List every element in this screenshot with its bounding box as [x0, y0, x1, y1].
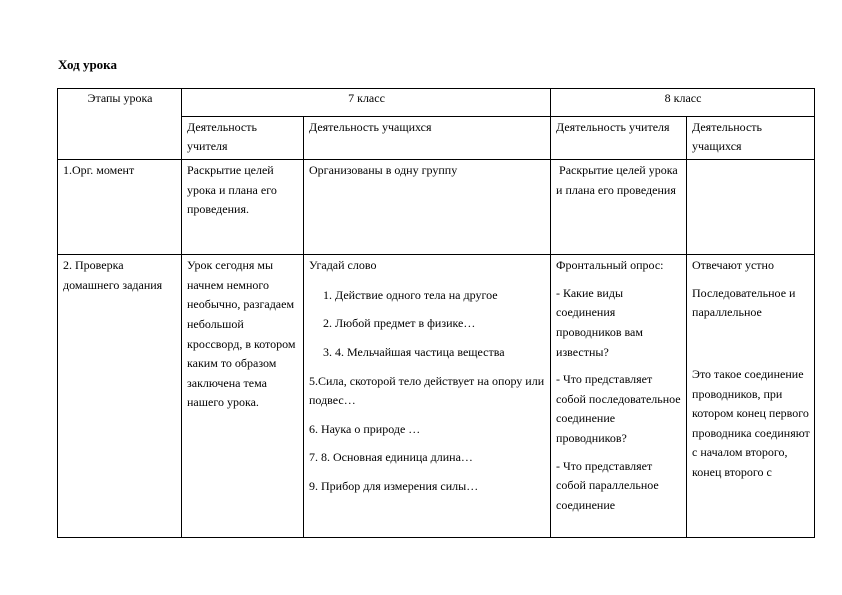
student-8-cell: [687, 160, 815, 255]
table-row: [58, 255, 815, 538]
student-8-cell: [687, 255, 815, 538]
crossword-item: 9. Прибор для измерения силы…: [309, 478, 479, 493]
header-student-activity-8: Деятельность учащихся: [687, 116, 815, 159]
crossword-item: 5.Сила, скоторой тело действует на опору или подвес…: [309, 373, 545, 408]
answer-text: Последовательное и параллельное: [692, 285, 796, 320]
header-grade-7: 7 класс: [182, 89, 551, 117]
student-7-cell: Организованы в одну группу: [304, 160, 551, 255]
crossword-item: 1. Действие одного тела на другое: [323, 287, 498, 302]
answer-text: Отвечают устно: [692, 258, 774, 273]
stage-cell: 1.Орг. момент: [58, 160, 182, 255]
table-header-row: [58, 89, 815, 117]
crossword-item: 6. Наука о природе …: [309, 421, 421, 436]
lesson-table: [57, 88, 815, 538]
teacher-7-cell: Урок сегодня мы начнем немного необычно, разгадаем небольшой кроссворд, в котором каким то образом заключена тема нашего урока.: [182, 255, 304, 538]
survey-question: - Что представляет собой последовательное соединение проводников?: [556, 372, 681, 445]
survey-question: - Что представляет собой параллельное соединение: [556, 458, 659, 512]
teacher-7-cell: Раскрытие целей урока и плана его проведения.: [182, 160, 304, 255]
crossword-item: 2. Любой предмет в физике…: [323, 316, 476, 331]
table-row: [58, 160, 815, 255]
header-stages: Этапы урока: [58, 89, 182, 160]
student-7-cell: [304, 255, 551, 538]
answer-text: Это такое соединение проводников, при котором конец первого проводника соединяют с началом второго, конец второго с: [692, 366, 810, 479]
header-teacher-activity-7: Деятельность учителя: [182, 116, 304, 159]
crossword-title: Угадай слово: [309, 258, 377, 273]
header-student-activity-7: Деятельность учащихся: [304, 116, 551, 159]
header-teacher-activity-8: Деятельность учителя: [551, 116, 687, 159]
header-grade-8: 8 класс: [551, 89, 815, 117]
teacher-8-cell: [551, 255, 687, 538]
survey-question: - Какие виды соединения проводников вам известны?: [556, 285, 643, 359]
stage-cell: 2. Проверка домашнего задания: [58, 255, 182, 538]
crossword-item: 7. 8. Основная единица длина…: [309, 450, 473, 465]
teacher-8-cell: Раскрытие целей урока и плана его проведения: [551, 160, 687, 255]
crossword-item: 3. 4. Мельчайшая частица вещества: [323, 344, 505, 359]
lesson-heading: Ход урока: [58, 57, 117, 72]
survey-title: Фронтальный опрос:: [556, 258, 664, 273]
